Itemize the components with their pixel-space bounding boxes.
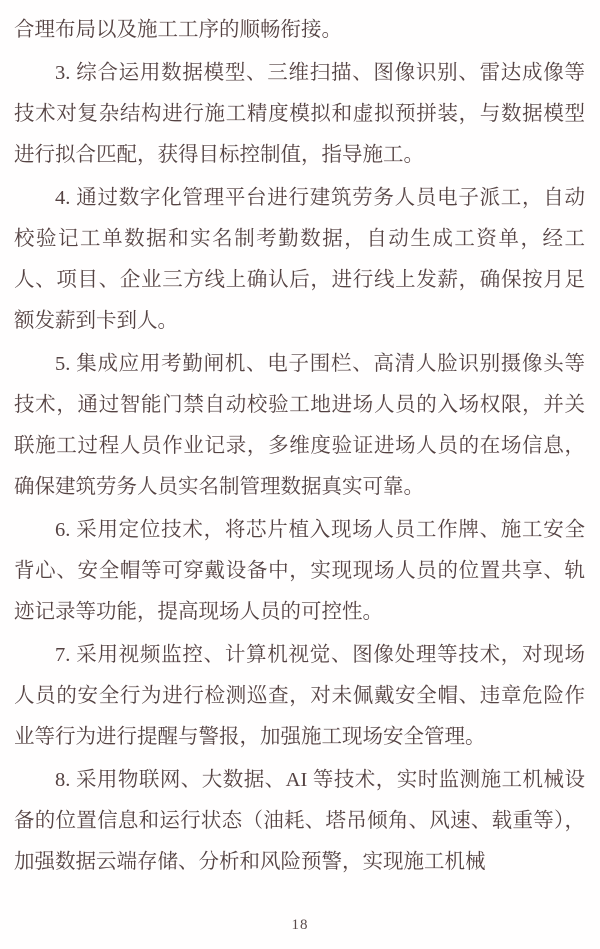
paragraph-continuation: 合理布局以及施工工序的顺畅衔接。: [14, 19, 342, 41]
paragraph-item-8: 8. 采用物联网、大数据、AI 等技术，实时监测施工机械设备的位置信息和运行状态（油耗、塔吊倾角、风速、载重等），加强数据云端存储、分析和风险预警，实现施工机械: [14, 769, 585, 873]
paragraph-item-4: 4. 通过数字化管理平台进行建筑劳务人员电子派工，自动校验记工单数据和实名制考勤数据，自动生成工资单，经工人、项目、企业三方线上确认后，进行线上发薪，确保按月足额发薪到卡到人。: [14, 187, 585, 332]
paragraph-item-5: 5. 集成应用考勤闸机、电子围栏、高清人脸识别摄像头等技术，通过智能门禁自动校验工地进场人员的入场权限，并关联施工过程人员作业记录，多维度验证进场人员的在场信息，确保建筑劳务人员实名制管理数据真实可靠。: [14, 353, 585, 498]
paragraph-item-3: 3. 综合运用数据模型、三维扫描、图像识别、雷达成像等技术对复杂结构进行施工精度模拟和虚拟预拼装，与数据模型进行拟合匹配，获得目标控制值，指导施工。: [14, 62, 585, 166]
paragraph-item-7: 7. 采用视频监控、计算机视觉、图像处理等技术，对现场人员的安全行为进行检测巡查，对未佩戴安全帽、违章危险作业等行为进行提醒与警报，加强施工现场安全管理。: [14, 644, 585, 748]
paragraph-item-6: 6. 采用定位技术，将芯片植入现场人员工作牌、施工安全背心、安全帽等可穿戴设备中，实现现场人员的位置共享、轨迹记录等功能，提高现场人员的可控性。: [14, 519, 585, 623]
page-number: 18: [291, 917, 309, 933]
